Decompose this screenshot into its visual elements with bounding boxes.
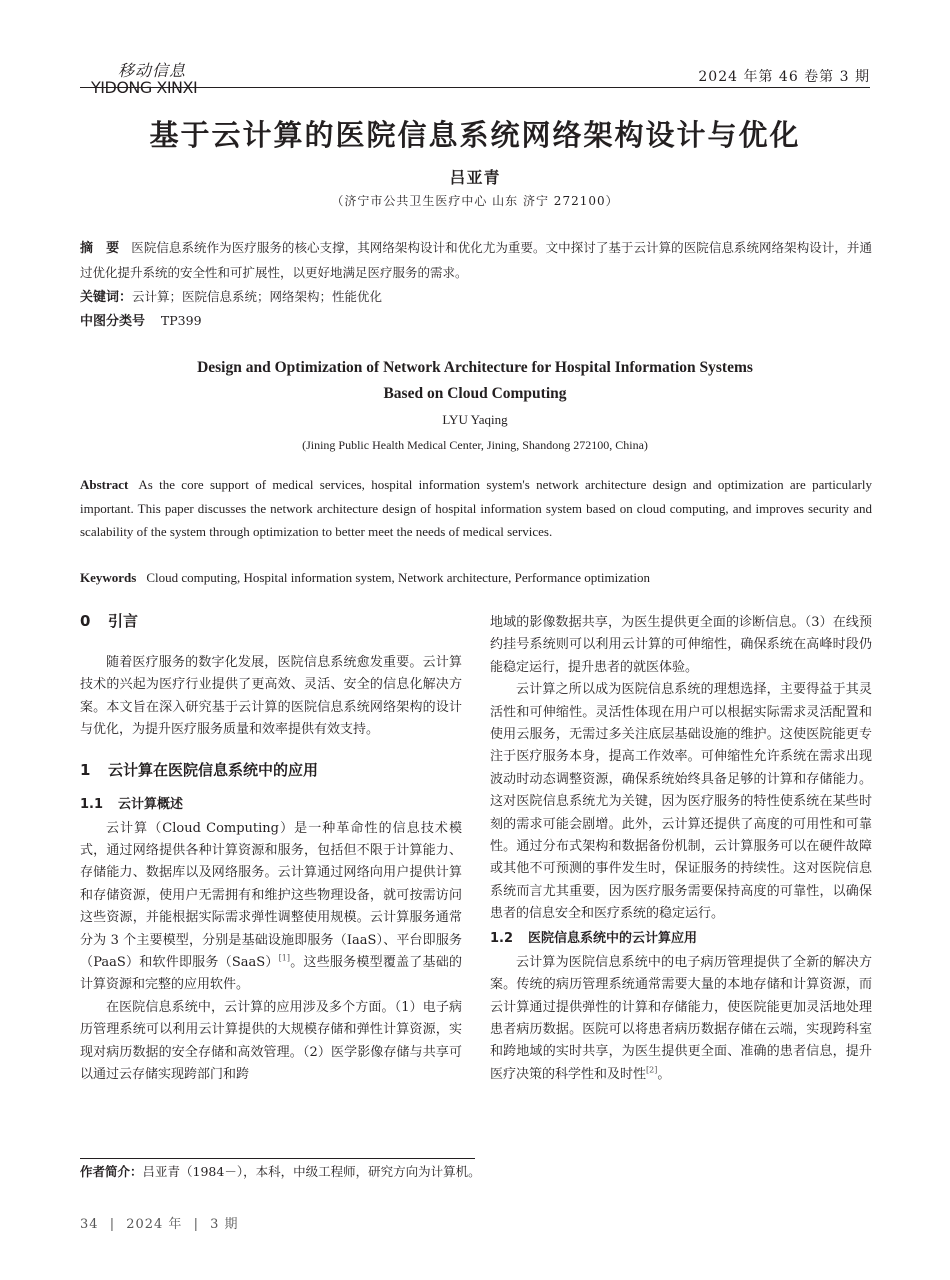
classification (80, 309, 872, 334)
paragraph-text-tail: 。这些服务模型覆盖了基础的计算资源和完整的应用软件。 (80, 955, 462, 993)
subsection-heading (490, 928, 872, 950)
paragraph: 随着医疗服务的数字化发展，医院信息系统愈发重要。云计算技术的兴起为医疗行业提供了更高效、灵活、安全的信息化解决方案。本文旨在深入研究基于云计算的医院信息系统网络架构的设计与优化，为提升医疗服务质量和效率提供有效支持。 (80, 655, 462, 738)
paragraph-continued: 地域的影像数据共享，为医生提供更全面的诊断信息。（3）在线预约挂号系统则可以利用云计算的可伸缩性，确保系统在高峰时段仍能稳定运行，提升患者的就医体验。 (490, 615, 872, 675)
subsection-number: 1.1 (80, 796, 104, 812)
page-footer (80, 1213, 239, 1232)
paper-title-en-line2: Based on Cloud Computing (383, 385, 567, 402)
paragraph-text-tail: 。 (657, 1066, 671, 1082)
paper-title-en-line1: Design and Optimization of Network Architecture for Hospital Information Systems (197, 359, 753, 376)
author-en: LYU Yaqing (442, 412, 508, 427)
keywords-cn (80, 285, 872, 310)
abstract-cn-label: 摘 要 (80, 241, 120, 256)
paragraph: 在医院信息系统中，云计算的应用涉及多个方面。（1）电子病历管理系统可以利用云计算提供的大规模存储和弹性计算资源，实现对病历数据的安全存储和高效管理。（2）医学影像存储与共享可以通过云存储实现跨部门和跨 (80, 999, 462, 1083)
keywords-en-label: Keywords (80, 570, 137, 585)
page-number: 34 (80, 1217, 99, 1232)
abstract-en (80, 473, 872, 544)
paper-title-cn: 基于云计算的医院信息系统网络架构设计与优化 (149, 118, 801, 152)
author-note-label: 作者简介： (80, 1164, 143, 1179)
keywords-cn-label: 关键词： (80, 290, 133, 305)
section-title: 引言 (108, 612, 139, 630)
paragraph (490, 952, 872, 1086)
author-note-text: 吕亚青（1984－），本科，中级工程师，研究方向为计算机。 (142, 1164, 481, 1179)
subsection-title: 医院信息系统中的云计算应用 (528, 930, 698, 946)
keywords-en (80, 566, 872, 590)
author-cn: 吕亚青 (449, 168, 501, 187)
journal-name-cn: 移动信息 (118, 61, 187, 80)
footer-year: 2024 年 (126, 1217, 183, 1232)
affiliation-en: (Jining Public Health Medical Center, Jining, Shandong 272100, China) (302, 438, 648, 452)
paragraph: 云计算之所以成为医院信息系统的理想选择，主要得益于其灵活性和可伸缩性。灵活性体现在用户可以根据实际需求灵活配置和使用云服务，无需过多关注底层基础设施的维护。这使医院能更专注于医疗服务本身，提高工作效率。可伸缩性允许系统在需求出现波动时动态调整资源，确保系统始终具备足够的计算和存储能力。这对医院信息系统尤为关键，因为医疗服务的特性使系统在某些时刻的需求可能会剧增。此外，云计算还提供了高度的可用性和可靠性。通过分布式架构和数据备份机制，云计算服务可以在硬件故障或其他不可预测的事件发生时，保证服务的持续性。这对医院信息系统而言尤其重要，因为医疗服务需要保持高度的可靠性，以确保患者的信息安全和医疗系统的稳定运行。 (490, 682, 872, 922)
section-title: 云计算在医院信息系统中的应用 (108, 760, 319, 779)
paragraph-text: 云计算为医院信息系统中的电子病历管理提供了全新的解决方案。传统的病历管理系统通常需要大量的本地存储和计算资源，而云计算通过提供弹性的计算和存储能力，使医院能更加灵活地处理患者病历数据。医院可以将患者病历数据存储在云端，实现跨科室和跨地域的实时共享，为医生提供更全面、准确的患者信息，提升医疗决策的科学性和及时性 (490, 954, 872, 1082)
abstract-en-label: Abstract (80, 477, 129, 492)
footer-divider: | (193, 1217, 199, 1232)
keywords-cn-text: 云计算；医院信息系统；网络架构；性能优化 (132, 289, 383, 304)
subsection-heading (80, 794, 462, 816)
subsection-title: 云计算概述 (118, 796, 184, 812)
journal-name-en: YIDONG XINXI (91, 78, 198, 97)
footer-issue: 3 期 (210, 1217, 239, 1232)
section-number: 1 (80, 760, 91, 779)
section-heading (80, 759, 462, 781)
header-rule (80, 87, 870, 88)
classification-value: TP399 (160, 313, 202, 328)
body-column-left (80, 610, 462, 1087)
author-note (80, 1162, 481, 1180)
citation-ref: [1] (278, 953, 290, 963)
affiliation-cn: （济宁市公共卫生医疗中心 山东 济宁 272100） (331, 194, 619, 208)
keywords-en-text: Cloud computing, Hospital information system, Network architecture, Performance optimization (146, 570, 650, 585)
abstract-cn-text: 医院信息系统作为医疗服务的核心支撑，其网络架构设计和优化尤为重要。文中探讨了基于云计算的医院信息系统网络架构设计，并通过优化提升系统的安全性和可扩展性，以更好地满足医疗服务的需求。 (80, 240, 872, 280)
subsection-number: 1.2 (490, 930, 514, 946)
footer-divider: | (109, 1217, 116, 1232)
paper-title-en (0, 355, 950, 407)
section-number: 0 (80, 612, 91, 630)
citation-ref: [2] (646, 1065, 658, 1075)
section-heading (80, 610, 462, 632)
footnote-rule (80, 1158, 475, 1159)
abstract-cn (80, 236, 872, 285)
classification-label: 中图分类号 (80, 314, 146, 329)
body-column-right (490, 612, 872, 1086)
paragraph-text: 云计算（Cloud Computing）是一种革命性的信息技术模式，通过网络提供各种计算资源和服务，包括但不限于计算能力、存储能力、数据库以及网络服务。云计算通过网络向用户提供计算和存储资源，使用户无需拥有和维护这些物理设备，就可按需访问这些资源，并能根据实际需求弹性调整使用规模。云计算服务通常分为 3 个主要模型，分别是基础设施即服务（IaaS）、平台即服务（PaaS）和软件即服务（SaaS） (80, 820, 462, 971)
paragraph (80, 818, 462, 997)
journal-issue: 2024 年第 46 卷第 3 期 (698, 69, 870, 85)
abstract-en-text: As the core support of medical services, hospital information system's network architecture design and optimization are particularly important. This paper discusses the network architecture design of hospital information system based on cloud computing, and improves security and scalability of the system through optimization to better meet the needs of medical services. (80, 477, 872, 539)
